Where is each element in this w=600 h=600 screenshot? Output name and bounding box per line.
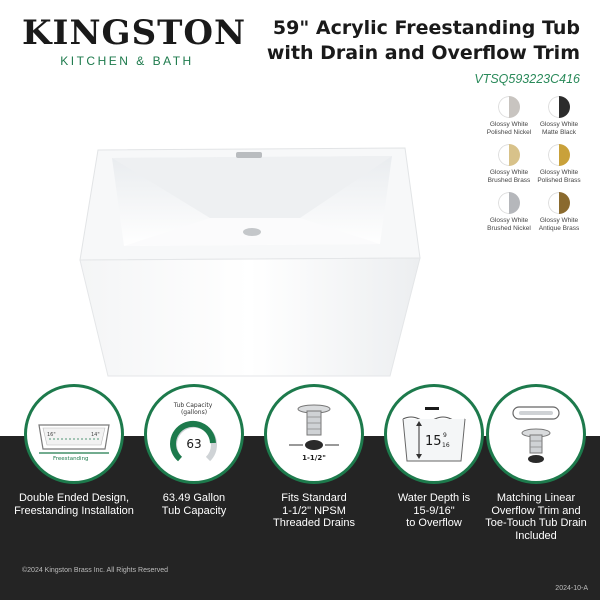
freestanding-tub-image <box>60 140 430 380</box>
feature-double-ended <box>14 384 134 517</box>
svg-text:9: 9 <box>443 432 447 439</box>
svg-text:63: 63 <box>186 437 202 451</box>
finish-option[interactable] <box>484 96 534 136</box>
finish-swatch <box>548 96 570 118</box>
feature-overflow-trim <box>476 384 596 542</box>
svg-text:16": 16" <box>47 432 56 438</box>
product-title-line-2: with Drain and Overflow Trim <box>266 42 580 64</box>
feature-label: Fits Standard 1-1/2" NPSM Threaded Drains <box>273 492 355 529</box>
finish-swatch <box>498 96 520 118</box>
finish-option[interactable] <box>484 192 534 232</box>
copyright-text: ©2024 Kingston Brass Inc. All Rights Reserved <box>22 567 169 574</box>
brand-name: KINGSTON <box>22 13 247 53</box>
finish-label: Glossy White Polished Nickel <box>486 121 532 136</box>
overflow-trim-icon <box>486 384 586 484</box>
finish-option[interactable] <box>484 144 534 184</box>
product-image <box>60 140 430 380</box>
finish-label: Glossy White Antique Brass <box>538 217 580 232</box>
svg-text:1-1/2": 1-1/2" <box>302 454 326 462</box>
svg-text:15: 15 <box>425 434 442 449</box>
finish-swatch <box>548 144 570 166</box>
feature-capacity <box>134 384 254 517</box>
svg-text:14": 14" <box>91 432 100 438</box>
brand-subtitle: KITCHEN & BATH <box>60 54 194 68</box>
feature-list <box>0 384 600 554</box>
capacity-gauge-icon <box>144 384 244 484</box>
svg-text:16: 16 <box>442 442 450 449</box>
brand-logo <box>22 13 247 68</box>
feature-drain <box>254 384 374 530</box>
feature-label: Double Ended Design, Freestanding Installation <box>14 492 134 517</box>
svg-text:Tub Capacity (gallon: Tub Capacity (gallons) <box>173 402 213 416</box>
finish-label: Glossy White Brushed Brass <box>487 169 531 184</box>
finish-label: Glossy White Brushed Nickel <box>487 217 531 232</box>
finish-options <box>484 96 584 232</box>
product-title-line-1: 59" Acrylic Freestanding Tub <box>272 17 580 39</box>
finish-swatch <box>548 192 570 214</box>
finish-swatch <box>498 144 520 166</box>
finish-label: Glossy White Matte Black <box>539 121 579 136</box>
double-ended-tub-icon <box>24 384 124 484</box>
finish-swatch <box>498 192 520 214</box>
svg-text:Freestanding: Freestanding <box>53 456 89 462</box>
finish-option[interactable] <box>534 192 584 232</box>
model-number: VTSQ593223C416 <box>474 72 580 86</box>
drain-icon <box>264 384 364 484</box>
feature-label: 63.49 Gallon Tub Capacity <box>161 492 227 517</box>
finish-label: Glossy White Polished Brass <box>537 169 581 184</box>
finish-option[interactable] <box>534 144 584 184</box>
finish-option[interactable] <box>534 96 584 136</box>
document-code: 2024-10-A <box>555 585 588 592</box>
feature-label: Matching Linear Overflow Trim and Toe-Touch Tub Drain Included <box>485 492 587 542</box>
water-depth-icon <box>384 384 484 484</box>
feature-label: Water Depth is 15-9/16" to Overflow <box>397 492 471 529</box>
product-title <box>250 16 580 66</box>
